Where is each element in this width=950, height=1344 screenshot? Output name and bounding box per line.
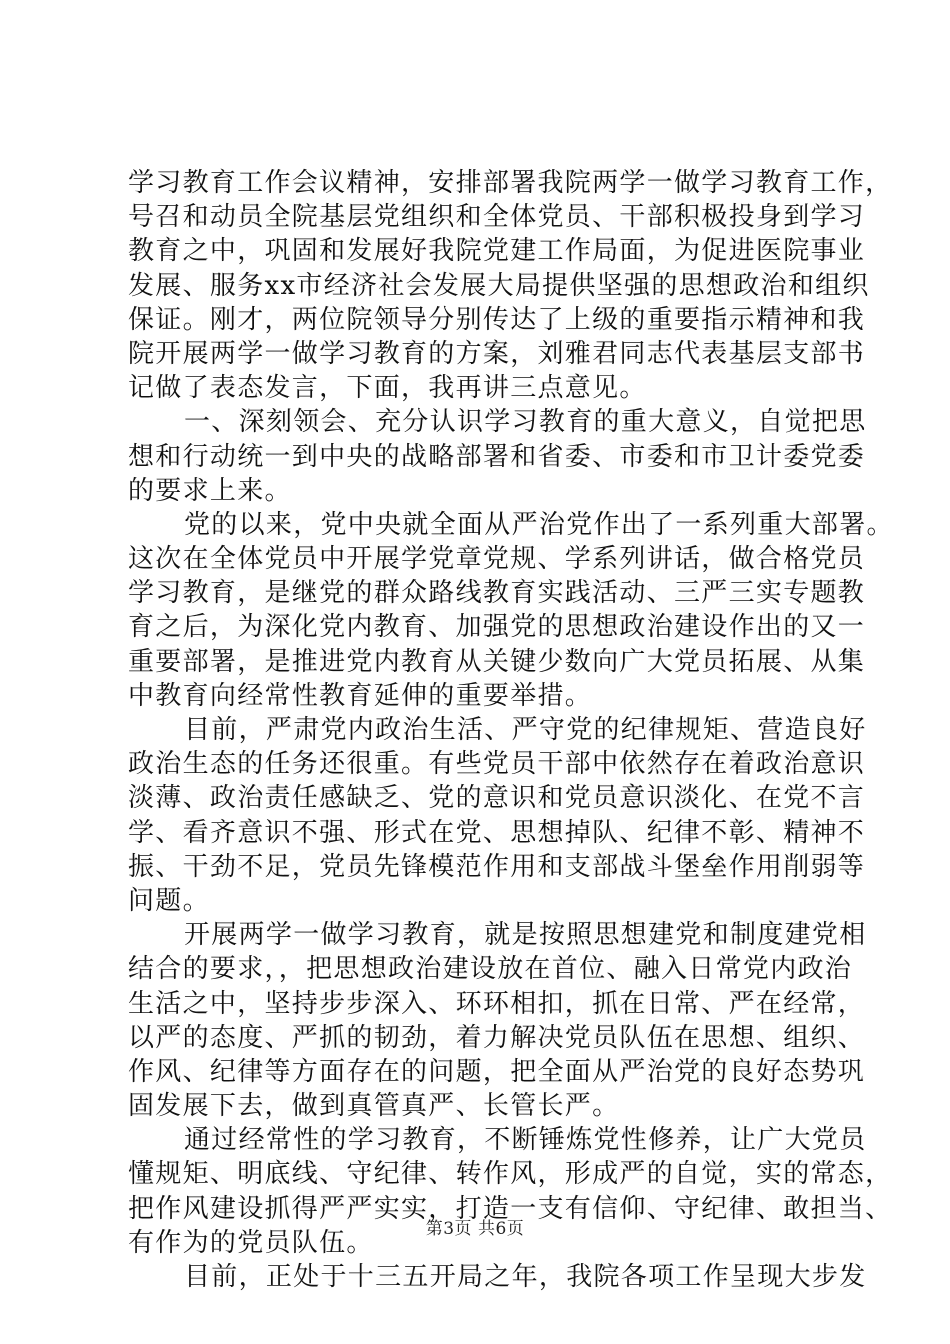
text-line: 有作为的党员队伍。 [128,1227,374,1258]
text-line: 把作风建设抓得严严实实，打造一支有信仰、守纪律、敢担当、 [128,1193,893,1224]
text-line: 学、看齐意识不强、形式在党、思想掉队、纪律不彰、精神不 [128,817,866,848]
text-line: 这次在全体党员中开展学党章党规、学系列讲话，做合格党员 [128,544,866,575]
paragraph-first-line: 开展两学一做学习教育，就是按照思想建党和制度建党相 [184,920,867,951]
text-line: 教育之中，巩固和发展好我院党建工作局面，为促进医院事业 [128,236,866,267]
paragraph-first-line: 目前，正处于十三五开局之年，我院各项工作呈现大步发 [184,1262,867,1292]
text-line: 想和行动统一到中央的战略部署和省委、市委和市卫计委党委 [128,441,866,472]
text-line: 作风、纪律等方面存在的问题，把全面从严治党的良好态势巩 [128,1056,866,1087]
paragraph-first-line: 一、深刻领会、充分认识学习教育的重大意义，自觉把思 [184,407,867,438]
text-line: 中教育向经常性教育延伸的重要举措。 [128,680,593,711]
paragraph-first-line: 目前，严肃党内政治生活、严守党的纪律规矩、营造良好 [184,715,867,745]
text-line: 以严的态度、严抓的韧劲，着力解决党员队伍在思想、组织、 [128,1022,866,1053]
text-line: 政治生态的任务还很重。有些党员干部中依然存在着政治意识 [128,749,866,780]
text-line: 发展、服务xx市经济社会发展大局提供坚强的思想政治和组织 [128,270,870,301]
text-line: 学习教育，是继党的群众路线教育实践活动、三严三实专题教 [128,578,866,609]
text-line: 生活之中，坚持步步深入、环环相扣，抓在日常、严在经常， [128,988,866,1019]
text-line: 学习教育工作会议精神，安排部署我院两学一做学习教育工作， [128,168,893,198]
text-line: 问题。 [128,885,210,916]
text-line: 懂规矩、明底线、守纪律、转作风，形成严的自觉，实的常态， [128,1159,893,1190]
document-body [128,166,894,1294]
text-line: 结合的要求，，把思想政治建设放在首位、融入日常党内政治 [128,954,853,985]
text-line: 记做了表态发言，下面，我再讲三点意见。 [128,373,647,404]
paragraph-first-line: 通过经常性的学习教育，不断锤炼党性修养，让广大党员 [184,1125,867,1156]
text-line: 淡薄、政治责任感缺乏、党的意识和党员意识淡化、在党不言 [128,783,866,814]
page-number-footer: 第3页 共6页 [425,1219,525,1239]
text-line: 固发展下去，做到真管真严、长管长严。 [128,1091,620,1122]
text-line: 重要部署，是推进党内教育从关键少数向广大党员拓展、从集 [128,646,866,677]
text-line: 振、干劲不足，党员先锋模范作用和支部战斗堡垒作用削弱等 [128,851,866,882]
text-line: 院开展两学一做学习教育的方案，刘雅君同志代表基层支部书 [128,338,866,369]
paragraph-first-line: 党的以来，党中央就全面从严治党作出了一系列重大部署。 [184,509,894,540]
text-line: 保证。刚才，两位院领导分别传达了上级的重要指示精神和我 [128,304,866,335]
text-line: 号召和动员全院基层党组织和全体党员、干部积极投身到学习 [128,202,866,233]
text-line: 的要求上来。 [128,475,292,506]
text-line: 育之后，为深化党内教育、加强党的思想政治建设作出的又一 [128,612,866,643]
